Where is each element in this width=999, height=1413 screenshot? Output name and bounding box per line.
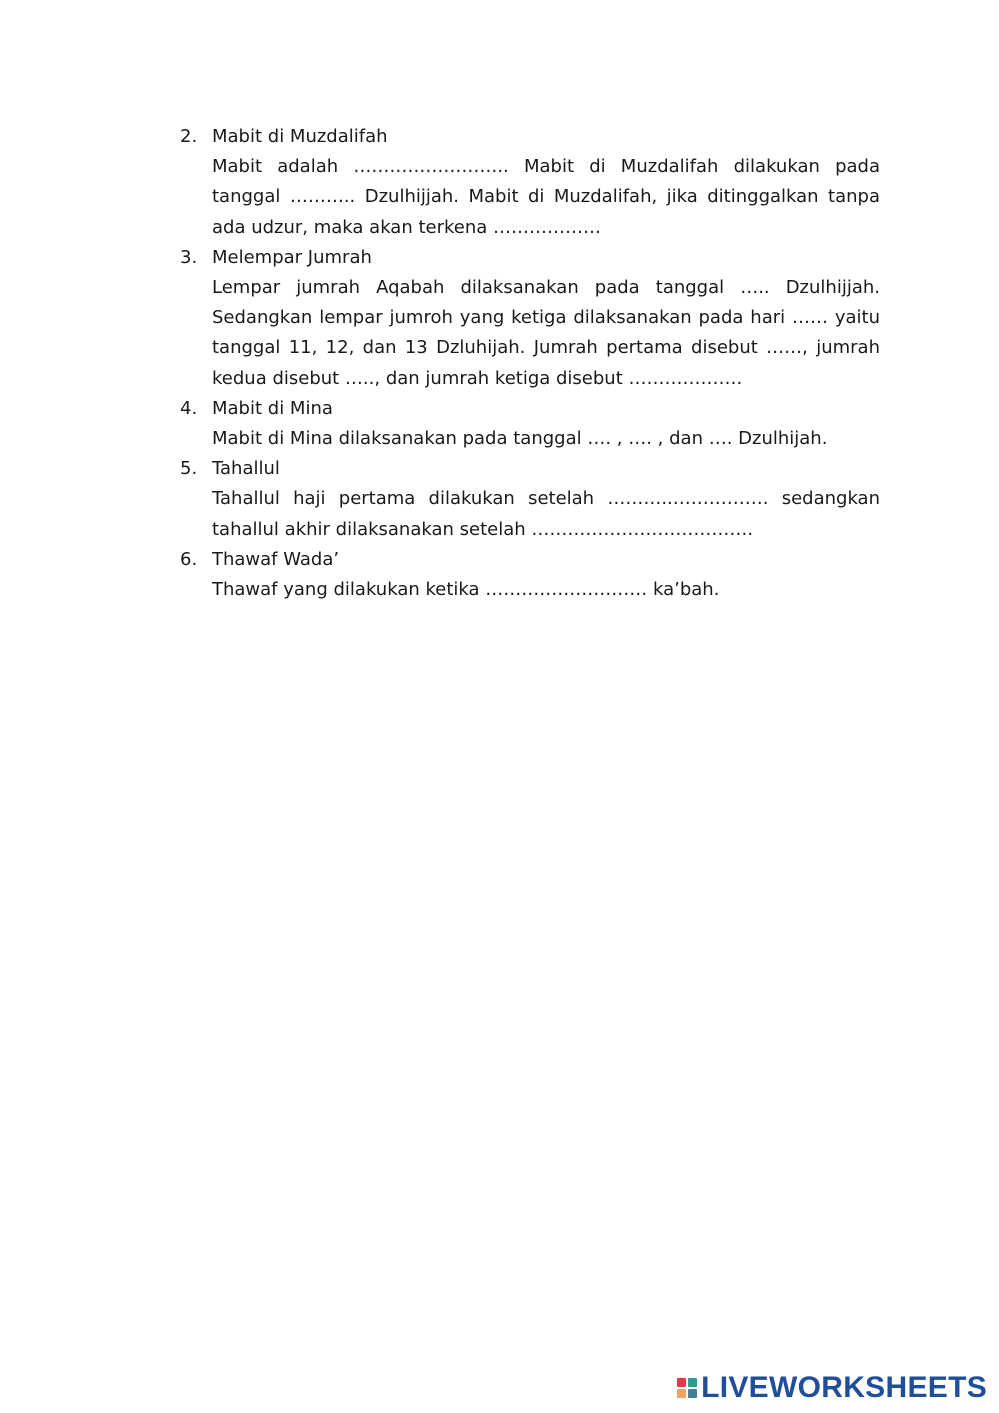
item-title: Tahallul bbox=[212, 458, 280, 480]
item-number: 4. bbox=[180, 397, 198, 419]
item-title: Mabit di Muzdalifah bbox=[212, 126, 388, 147]
item-number: 3. bbox=[180, 246, 198, 268]
item-body: Thawaf yang dilakukan ketika ……………………… ka’bah. bbox=[212, 579, 720, 601]
item-body: Tahallul haji pertama dilakukan setelah ………..……………. sedangkan tahallul akhir dilaksanakan setelah ………………………………. bbox=[212, 488, 880, 540]
logo-text: LIVEWORKSHEETS bbox=[701, 1371, 987, 1404]
question-item-4 bbox=[180, 394, 880, 454]
question-item-5 bbox=[180, 454, 880, 545]
worksheet-content bbox=[180, 122, 880, 605]
item-body: Lempar jumrah Aqabah dilaksanakan pada tanggal ….. Dzulhijjah. Sedangkan lempar jumroh yang ketiga dilaksanakan pada hari …… yaitu tanggal 11, 12, dan 13 Dzluhijah. Jumrah pertama disebut ……, jumrah kedua disebut ….., dan jumrah ketiga disebut ………………. bbox=[212, 277, 880, 389]
item-body: Mabit di Mina dilaksanakan pada tanggal …. , …. , dan …. Dzulhijah. bbox=[212, 428, 828, 450]
item-number: 5. bbox=[180, 458, 198, 480]
logo-square bbox=[677, 1389, 686, 1398]
item-title: Thawaf Wada’ bbox=[212, 548, 340, 570]
logo-square bbox=[688, 1378, 697, 1387]
logo-square bbox=[677, 1378, 686, 1387]
question-item-3 bbox=[180, 243, 880, 394]
logo-square bbox=[688, 1389, 697, 1398]
item-body: Mabit adalah …………………….. Mabit di Muzdalifah dilakukan pada tanggal ……….. Dzulhijjah. Mabit di Muzdalifah, jika ditinggalkan tanpa ada udzur, maka akan terkena ……………… bbox=[212, 156, 880, 238]
liveworksheets-logo bbox=[677, 1373, 987, 1403]
item-title: Mabit di Mina bbox=[212, 397, 333, 419]
question-item-2 bbox=[180, 122, 880, 243]
item-number: 6. bbox=[180, 548, 198, 570]
logo-mark-icon bbox=[677, 1378, 697, 1398]
item-title: Melempar Jumrah bbox=[212, 246, 372, 268]
item-number: 2. bbox=[180, 126, 198, 147]
question-item-6 bbox=[180, 545, 880, 605]
